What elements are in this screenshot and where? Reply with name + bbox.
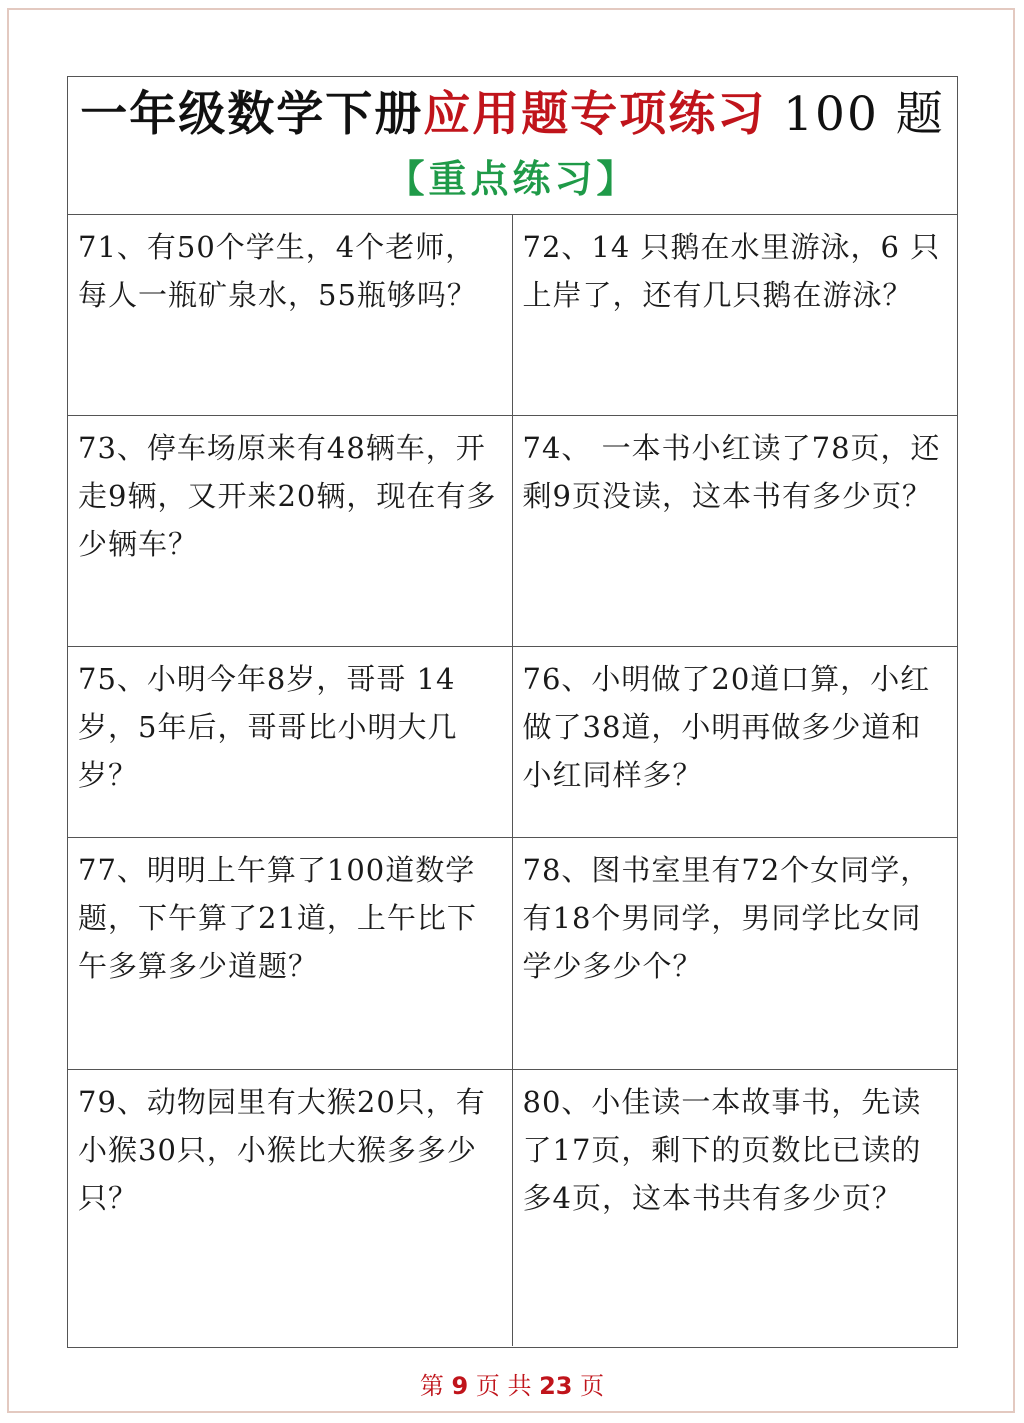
problem-row [68,838,957,1070]
worksheet-header [68,77,957,215]
problem-73: 73、停车场原来有48辆车，开走9辆，又开来20辆，现在有多少辆车？ [68,416,513,646]
problem-75: 75、小明今年8岁，哥哥 14 岁，5年后，哥哥比小明大几岁？ [68,647,513,837]
page-title [68,85,957,145]
title-count: 100 题 [766,87,945,142]
title-grade: 一年级数学下册 [80,87,424,142]
problem-row [68,416,957,647]
page-number-suffix: 页 [572,1372,605,1400]
problem-row [68,215,957,416]
problem-74: 74、 一本书小红读了78页，还剩9页没读，这本书有多少页？ [522,431,941,513]
page-number [0,1368,1024,1404]
problem-76: 76、小明做了20道口算，小红做了38道，小明再做多少道和小红同样多？ [522,662,931,792]
page-number-prefix: 第 [419,1372,452,1400]
current-page: 9 [451,1372,469,1400]
problem-row [68,647,957,838]
problem-grid [68,215,957,1346]
problem-80: 80、小佳读一本故事书，先读了17页，剩下的页数比已读的多4页，这本书共有多少页？ [522,1085,922,1215]
page-subtitle: 【重点练习】 [386,156,639,201]
page-number-middle: 页 共 [468,1372,540,1400]
worksheet [67,76,958,1348]
problem-72: 72、14 只鹅在水里游泳，6 只上岸了，还有几只鹅在游泳？ [522,230,941,312]
problem-row [68,1070,957,1346]
problem-79: 79、动物园里有大猴20只，有小猴30只，小猴比大猴多多少只？ [68,1070,513,1346]
problem-77: 77、明明上午算了100道数学题，下午算了21道，上午比下午多算多少道题？ [68,838,513,1069]
total-pages: 23 [539,1372,573,1400]
problem-71: 71、有50个学生，4个老师，每人一瓶矿泉水，55瓶够吗？ [68,215,513,415]
problem-78: 78、图书室里有72个女同学，有18个男同学，男同学比女同学少多少个？ [522,853,931,983]
title-topic: 应用题专项练习 [423,87,767,142]
